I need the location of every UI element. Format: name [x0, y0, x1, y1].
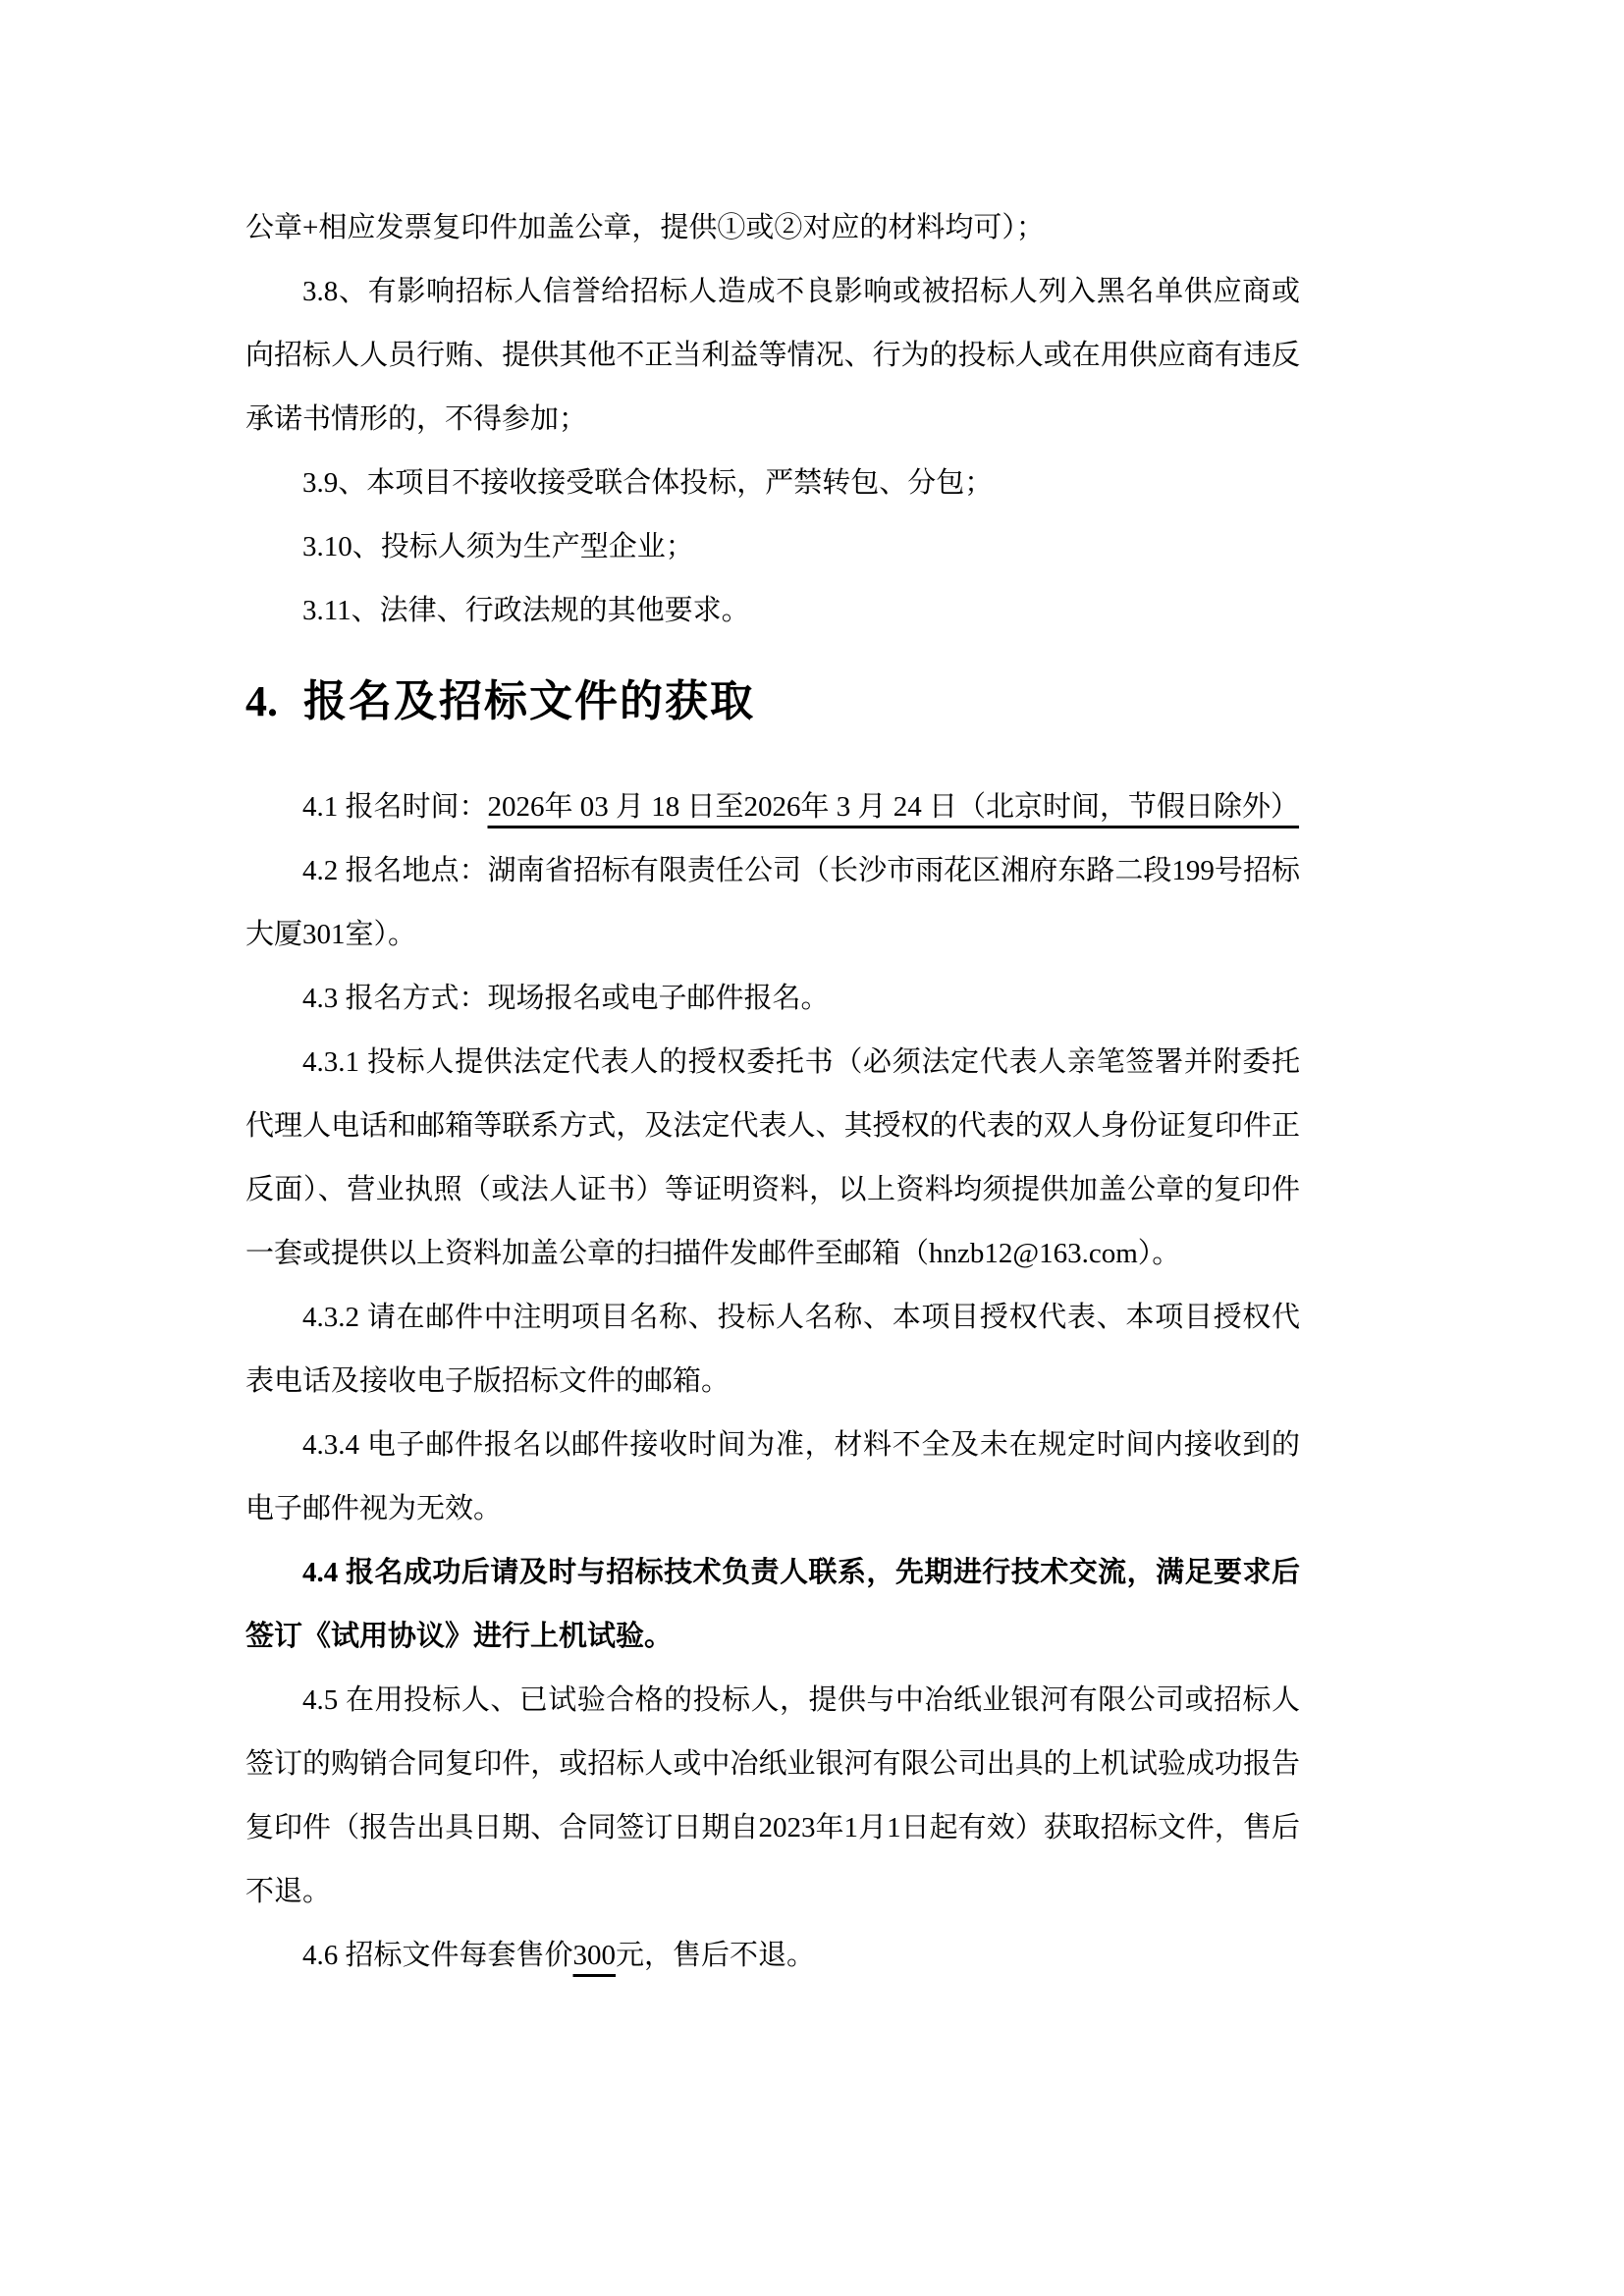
document-price-suffix: 元，售后不退。: [616, 1940, 816, 1971]
paragraph-4-6: [245, 1924, 1300, 1988]
registration-time-label: 4.1 报名时间：: [302, 791, 488, 823]
paragraph-4-2: 4.2 报名地点：湖南省招标有限责任公司（长沙市雨花区湘府东路二段199号招标大厦301室）。: [245, 855, 1300, 950]
paragraph-4-3-4: 4.3.4 电子邮件报名以邮件接收时间为准，材料不全及未在规定时间内接收到的电子邮件视为无效。: [245, 1429, 1300, 1524]
paragraph-4-3: 4.3 报名方式：现场报名或电子邮件报名。: [302, 983, 830, 1014]
section-4-number: 4.: [245, 677, 278, 725]
paragraph-4-5: 4.5 在用投标人、已试验合格的投标人，提供与中冶纸业银河有限公司或招标人签订的购销合同复印件，或招标人或中冶纸业银河有限公司出具的上机试验成功报告复印件（报告出具日期、合同签订日期自2023年1月1日起有效）获取招标文件，售后不退。: [245, 1684, 1300, 1907]
paragraph-4-3-2: 4.3.2 请在邮件中注明项目名称、投标人名称、本项目授权代表、本项目授权代表电话及接收电子版招标文件的邮箱。: [245, 1302, 1300, 1397]
document-price-underlined: 300: [572, 1940, 617, 1971]
section-4-title: 报名及招标文件的获取: [303, 677, 755, 725]
paragraph-4-1: [245, 775, 1300, 839]
paragraph-4-4: 4.4 报名成功后请及时与招标技术负责人联系，先期进行技术交流，满足要求后签订《试用协议》进行上机试验。: [245, 1557, 1300, 1652]
document-price-label: 4.6 招标文件每套售价: [302, 1940, 573, 1971]
registration-time-underlined-dates: 2026年 03 月 18 日至2026年 3 月 24 日（北京时间，节假日除外）: [487, 791, 1300, 823]
paragraph-continuation: 公章+相应发票复印件加盖公章，提供①或②对应的材料均可）；: [245, 212, 1045, 243]
paragraph-3-10: 3.10、投标人须为生产型企业；: [302, 531, 694, 562]
paragraph-3-9: 3.9、本项目不接收接受联合体投标，严禁转包、分包；: [302, 467, 994, 499]
section-4-heading: [245, 667, 1300, 736]
paragraph-4-3-1: 4.3.1 投标人提供法定代表人的授权委托书（必须法定代表人亲笔签署并附委托代理人电话和邮箱等联系方式，及法定代表人、其授权的代表的双人身份证复印件正反面）、营业执照（或法人证书）等证明资料，以上资料均须提供加盖公章的复印件一套或提供以上资料加盖公章的扫描件发邮件至邮箱（hnzb12@163.com）。: [245, 1046, 1300, 1269]
paragraph-3-11: 3.11、法律、行政法规的其他要求。: [302, 595, 750, 626]
paragraph-3-8: 3.8、有影响招标人信誉给招标人造成不良影响或被招标人列入黑名单供应商或向招标人人员行贿、提供其他不正当利益等情况、行为的投标人或在用供应商有违反承诺书情形的，不得参加；: [245, 276, 1300, 435]
